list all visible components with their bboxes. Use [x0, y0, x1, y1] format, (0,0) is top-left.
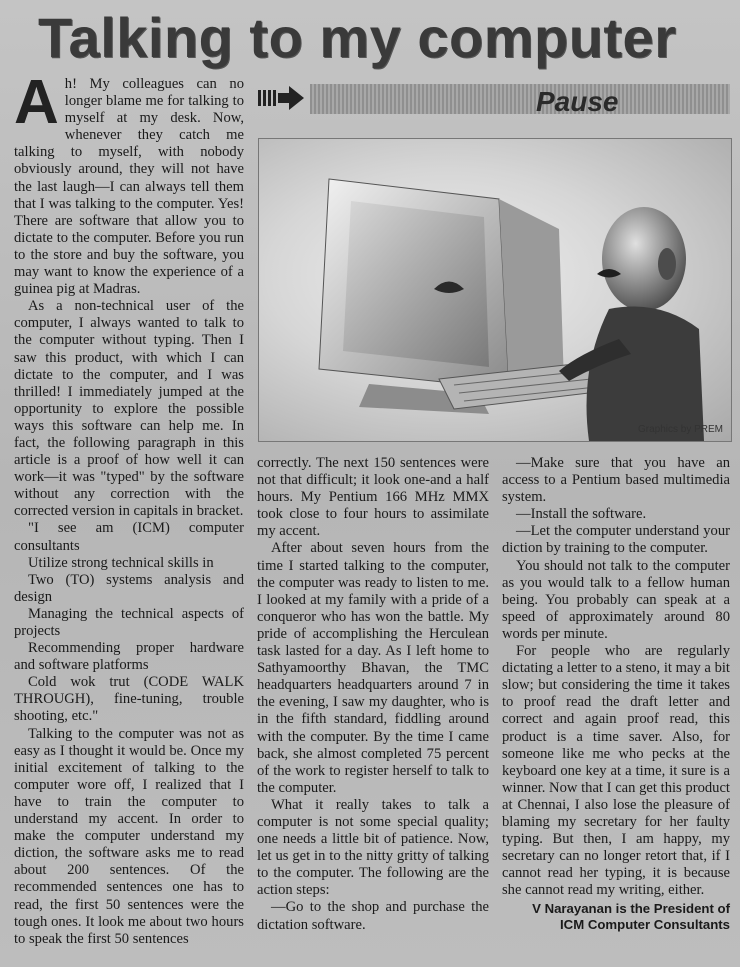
section-label: Pause	[536, 86, 619, 117]
paragraph: Managing the technical aspects of projects	[14, 605, 244, 639]
dropcap: A	[14, 68, 59, 137]
paragraph: What it really takes to talk a computer is not some special quality; one needs a little bit of patience. Now, let us get in to the nitty gritty of talking to the computer. The following are the action steps:	[257, 796, 489, 899]
paragraph: Utilize strong technical skills in	[28, 554, 214, 571]
paragraph: Recommending proper hardware and software platforms	[14, 640, 244, 674]
paragraph: After about seven hours from the time I started talking to the computer, the computer was ready to listen to me. I looked at my family with a pride of a conqueror who has won the battle. My pride of accomplishing the Herculean task lasted for a day. As I left home to Sathyamoorthy Bhavan, the TMC headquarters headquarters around 7 in the evening, I saw my daughter, who is in the fifth standard, fiddling around with the computer. By the time I came back, she almost completed 75 percent of the work to register herself to talk to the computer.	[257, 540, 489, 796]
paragraph: Two (TO) systems analysis and design	[14, 571, 244, 605]
paragraph: —Make sure that you have an access to a Pentium based multimedia system.	[502, 455, 730, 506]
paragraph: —Install the software.	[516, 506, 647, 523]
paragraph	[14, 68, 244, 298]
paragraph: Talking to the computer was not as easy as I thought it would be. Once my initial excitement of talking to the computer wore off, I realized that I have to train the computer to understand my accent. In order to make the computer understand my diction, the software asks me to read about 200 sentences. Of the recommended sentences one has to read, the first 50 sentences were the tough ones. It look me about two hours to speak the first 50 sentences	[14, 725, 244, 947]
paragraph: "I see am (ICM) computer consultants	[14, 520, 244, 554]
article-column-3	[502, 455, 730, 933]
paragraph: You should not talk to the computer as you would talk to a fellow human being. You probably can speak at a speed of approximately around 80 words per minute.	[502, 557, 730, 642]
graphics-credit: Graphics by PREM	[637, 424, 723, 435]
paragraph: —Let the computer understand your diction by training to the computer.	[502, 523, 730, 557]
article-column-2	[257, 455, 489, 934]
article-column-1	[14, 68, 244, 948]
paragraph: For people who are regularly dictating a letter to a steno, it may a bit slow; but considering the time it takes to proof read the draft letter and correct and again proof read, this product is a time saver. Also, for someone like me who pecks at the keyboard one key at a time, it sure is a winner. Now that I can get this product at Chennai, I also lose the pleasure of blaming my secretary for her faulty typing. But then, I am happy, my secretary can no longer retort that, if I cannot read her typing, it is because she cannot read my writing, either.	[502, 643, 730, 899]
paragraph: As a non-technical user of the computer, I always wanted to talk to the computer without typing. Then I saw this product, with which I can dictate to the computer, and I was thrilled! I immediately jumped at the opportunity to explore the possible ways this software can help me. In fact, the following paragraph in this article is a proof of how well it can work—it was "typed" by the software without any correction with the corrected version in capitals in bracket.	[14, 298, 244, 520]
headline: Talking to my computer	[38, 6, 677, 69]
paragraph: correctly. The next 150 sentences were not that difficult; it look one-and a half hours. My Pentium 166 MHz MMX took close to four hours to assimilate my accent.	[257, 455, 489, 540]
author-byline	[502, 901, 730, 933]
computer-illustration	[259, 139, 731, 441]
byline-line-2: ICM Computer Consultants	[560, 917, 730, 933]
paragraph-text: h! My colleagues can no longer blame me for talking to myself at my desk. Now, whenever they catch me talking to myself, with nobody obviously around, they will not have the last laugh—I can always tell them that I was talking to the computer. Yes! There are software that allow you to dictate to the computer. Before you run to the store and buy the software, you may want to know the experience of a guinea pig at Madras.	[14, 76, 244, 298]
paragraph: Cold wok trut (CODE WALK THROUGH), fine-tuning, trouble shooting, etc."	[14, 674, 244, 725]
section-band	[310, 84, 730, 117]
byline-line-1: V Narayanan is the President of	[532, 901, 730, 917]
arrow-right-icon	[258, 86, 304, 110]
paragraph: —Go to the shop and purchase the dictation software.	[257, 899, 489, 933]
illustration	[258, 138, 732, 442]
section-header-bar	[258, 80, 730, 118]
